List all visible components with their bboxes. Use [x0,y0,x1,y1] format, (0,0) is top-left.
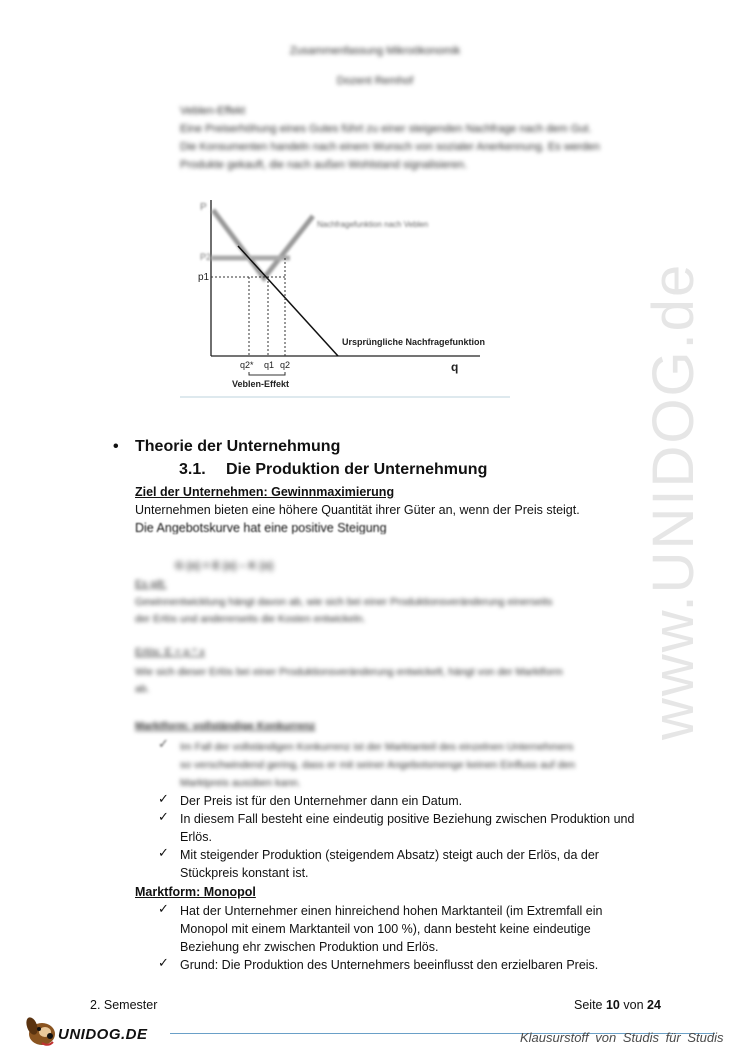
dog-logo-icon [22,1010,62,1050]
page-current: 10 [605,998,620,1012]
page-total: 24 [647,998,661,1012]
competition-item-4-line-2: Stückpreis konstant ist. [180,866,309,880]
checkmark-icon: ✓ [158,901,169,916]
competition-item-4-line-1: Mit steigender Produktion (steigendem Absatz) steigt auch der Erlös, da der [180,848,599,862]
competition-item-1 [180,738,650,792]
subheading-number: 3.1. [179,461,206,478]
erloes-text-2: ab. [135,683,150,695]
page-prefix: Seite [574,998,603,1012]
erloes-text-1: Wie sich dieser Erlös bei einer Produktionsveränderung entwickelt, hängt von der Marktform [135,666,563,678]
section-heading: Theorie der Unternehmung [135,438,341,455]
footer-semester: 2. Semester [90,998,158,1012]
veblen-text-3: Produkte gekauft, die nach außen Wohlstand signalisieren. [180,159,468,171]
veblen-curve-label: Nachfragefunktion nach Veblen [317,220,429,229]
monopoly-item-2: Grund: Die Produktion des Unternehmers beeinflusst den erzielbaren Preis. [180,958,599,972]
x-axis-label: q [451,360,459,374]
document-title: Zusammenfassung Mikroökonomik [289,45,461,57]
checkmark-icon: ✓ [158,845,169,860]
watermark-text: www.UNIDOG.de [641,262,706,740]
checkmark-icon: ✓ [158,955,169,970]
monopoly-heading: Marktform: Monopol [135,885,256,899]
q2-label: q2 [280,360,291,370]
lecturer-name: Dozent Remhof [336,75,414,87]
monopoly-item-1-line-2: Monopol mit einem Marktanteil von 100 %), dann besteht keine eindeutige [180,922,591,936]
competition-heading: Marktform: vollständige Konkurrenz [135,720,316,732]
veblen-effect-label: Veblen-Effekt [232,379,290,389]
footer-page-number [574,998,661,1012]
competition-item-1-line-3: Marktpreis ausüben kann. [180,777,301,789]
goal-heading: Ziel der Unternehmen: Gewinnmaximierung [135,485,395,499]
veblen-effect-bracket [249,372,285,375]
section-bullet: • [113,438,119,455]
veblen-diagram [180,190,520,400]
veblen-text-1: Eine Preiserhöhung eines Gutes führt zu einer steigenden Nachfrage nach dem Gut. [180,123,592,135]
original-demand-curve [238,246,338,356]
q2star-label: q2* [240,360,254,370]
checkmark-icon: ✓ [158,809,169,824]
es-gilt-label: Es gilt: [135,578,167,590]
competition-item-1-line-1: Im Fall der vollständigen Konkurrenz ist der Marktanteil des einzelnen Unternehmers [180,741,574,753]
y-axis-label: P [200,202,207,213]
logo-text: UNIDOG.DE [58,1026,148,1043]
competition-item-1-line-2: so verschwindend gering, dass er mit seiner Angebotsmenge keinen Einfluss auf den [180,759,576,771]
erloes-heading: Erlös: E = p * x [135,646,205,658]
footer-slogan: Klausurstoff von Studis für Studis [520,1030,724,1045]
veblen-curve [211,210,313,278]
p1-label: p1 [198,272,210,283]
subheading-text: Die Produktion der Unternehmung [226,461,488,478]
q1-label: q1 [264,360,275,370]
supply-text: Die Angebotskurve hat eine positive Steigung [135,521,387,534]
checkmark-icon: ✓ [158,791,169,806]
monopoly-item-1 [180,902,650,956]
p2-label: P2 [200,252,212,262]
veblen-text-2: Die Konsumenten handeln nach einem Wunsch von sozialer Anerkennung. Es werden [180,141,600,153]
profit-formula: G (x) = E (x) – K (x) [175,560,274,572]
original-curve-label: Ursprüngliche Nachfragefunktion [342,337,486,347]
competition-item-3-line-1: In diesem Fall besteht eine eindeutig positive Beziehung zwischen Produktion und [180,812,635,826]
checkmark-icon: ✓ [158,736,169,751]
monopoly-item-1-line-3: Beziehung ehr zwischen Produktion und Erlös. [180,940,439,954]
competition-item-3 [180,810,650,846]
veblen-heading: Veblen-Effekt [180,105,246,117]
goal-text: Unternehmen bieten eine höhere Quantität ihrer Güter an, wenn der Preis steigt. [135,503,580,517]
es-gilt-text-2: der Erlös und andererseits die Kosten entwickeln. [135,613,366,625]
es-gilt-paragraph [135,594,645,628]
es-gilt-text-1: Gewinnentwicklung hängt davon ab, wie sich bei einer Produktionsveränderung einerseits [135,596,553,608]
monopoly-item-1-line-1: Hat der Unternehmer einen hinreichend hohen Marktanteil (im Extremfall ein [180,904,603,918]
competition-item-3-line-2: Erlös. [180,830,212,844]
veblen-paragraph [180,102,660,174]
page-separator: von [623,998,644,1012]
erloes-paragraph [135,664,645,698]
competition-item-4 [180,846,650,882]
competition-item-2: Der Preis ist für den Unternehmer dann ein Datum. [180,794,463,808]
